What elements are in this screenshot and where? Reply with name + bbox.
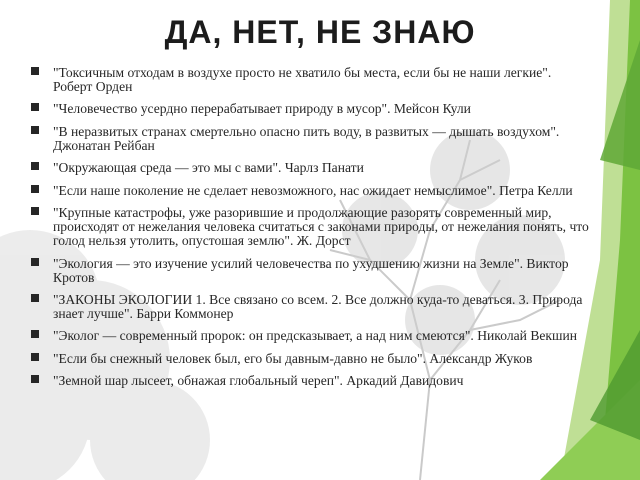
quote-list (30, 66, 590, 397)
quote-text: "Если наше поколение не сделает невозможного, нас ожидает немыслимое". Петра Келли (53, 182, 573, 198)
bullet-icon (31, 162, 39, 170)
bullet-icon (31, 375, 39, 383)
quote-text: "Экология — это изучение усилий человечества по ухудшению жизни на Земле". Виктор Кротов (53, 255, 569, 285)
bullet-icon (31, 207, 39, 215)
bullet-icon (31, 185, 39, 193)
bullet-icon (31, 294, 39, 302)
quote-text: "Человечество усердно перерабатывает природу в мусор". Мейсон Кули (53, 101, 471, 117)
list-item (30, 257, 590, 285)
list-item (30, 102, 590, 116)
bullet-icon (31, 126, 39, 134)
quote-text: "Токсичным отходам в воздухе просто не хватило бы места, если бы не наши легкие". Роберт Орден (53, 65, 552, 94)
quote-text: "Земной шар лысеет, обнажая глобальный череп". Аркадий Давидович (53, 373, 464, 389)
quote-text: "ЗАКОНЫ ЭКОЛОГИИ 1. Все связано со всем. 2. Все должно куда-то деваться. 3. Природа знает лучше". Барри Коммонер (53, 292, 583, 321)
list-item (30, 374, 590, 388)
bullet-icon (31, 258, 39, 266)
list-item (30, 352, 590, 366)
list-item (30, 66, 590, 94)
slide-title: ДА, НЕТ, НЕ ЗНАЮ (164, 14, 476, 50)
quote-text: "Окружающая среда — это мы с вами". Чарлз Панати (53, 160, 364, 176)
bullet-icon (31, 103, 39, 111)
list-item (30, 184, 590, 198)
quote-text: "Если бы снежный человек был, его бы давным-давно не было". Александр Жуков (53, 350, 533, 366)
list-item (30, 293, 590, 321)
list-item (30, 125, 590, 153)
bullet-icon (31, 353, 39, 361)
quote-text: "Эколог — современный пророк: он предсказывает, а над ним смеются". Николай Векшин (53, 328, 578, 344)
list-item (30, 329, 590, 343)
list-item (30, 206, 590, 248)
list-item (30, 161, 590, 175)
quote-text: "Крупные катастрофы, уже разорившие и продолжающие разорять современный мир, происходят от нежелания человека считаться с законами природы, от нежелания понять, что голод нельзя утолить, опустошая землю". Ж. Дорст (53, 205, 589, 249)
bullet-icon (31, 330, 39, 338)
quote-text: "В неразвитых странах смертельно опасно пить воду, в развитых — дышать воздухом". Джонатан Рейбан (53, 123, 560, 153)
bullet-icon (31, 67, 39, 75)
